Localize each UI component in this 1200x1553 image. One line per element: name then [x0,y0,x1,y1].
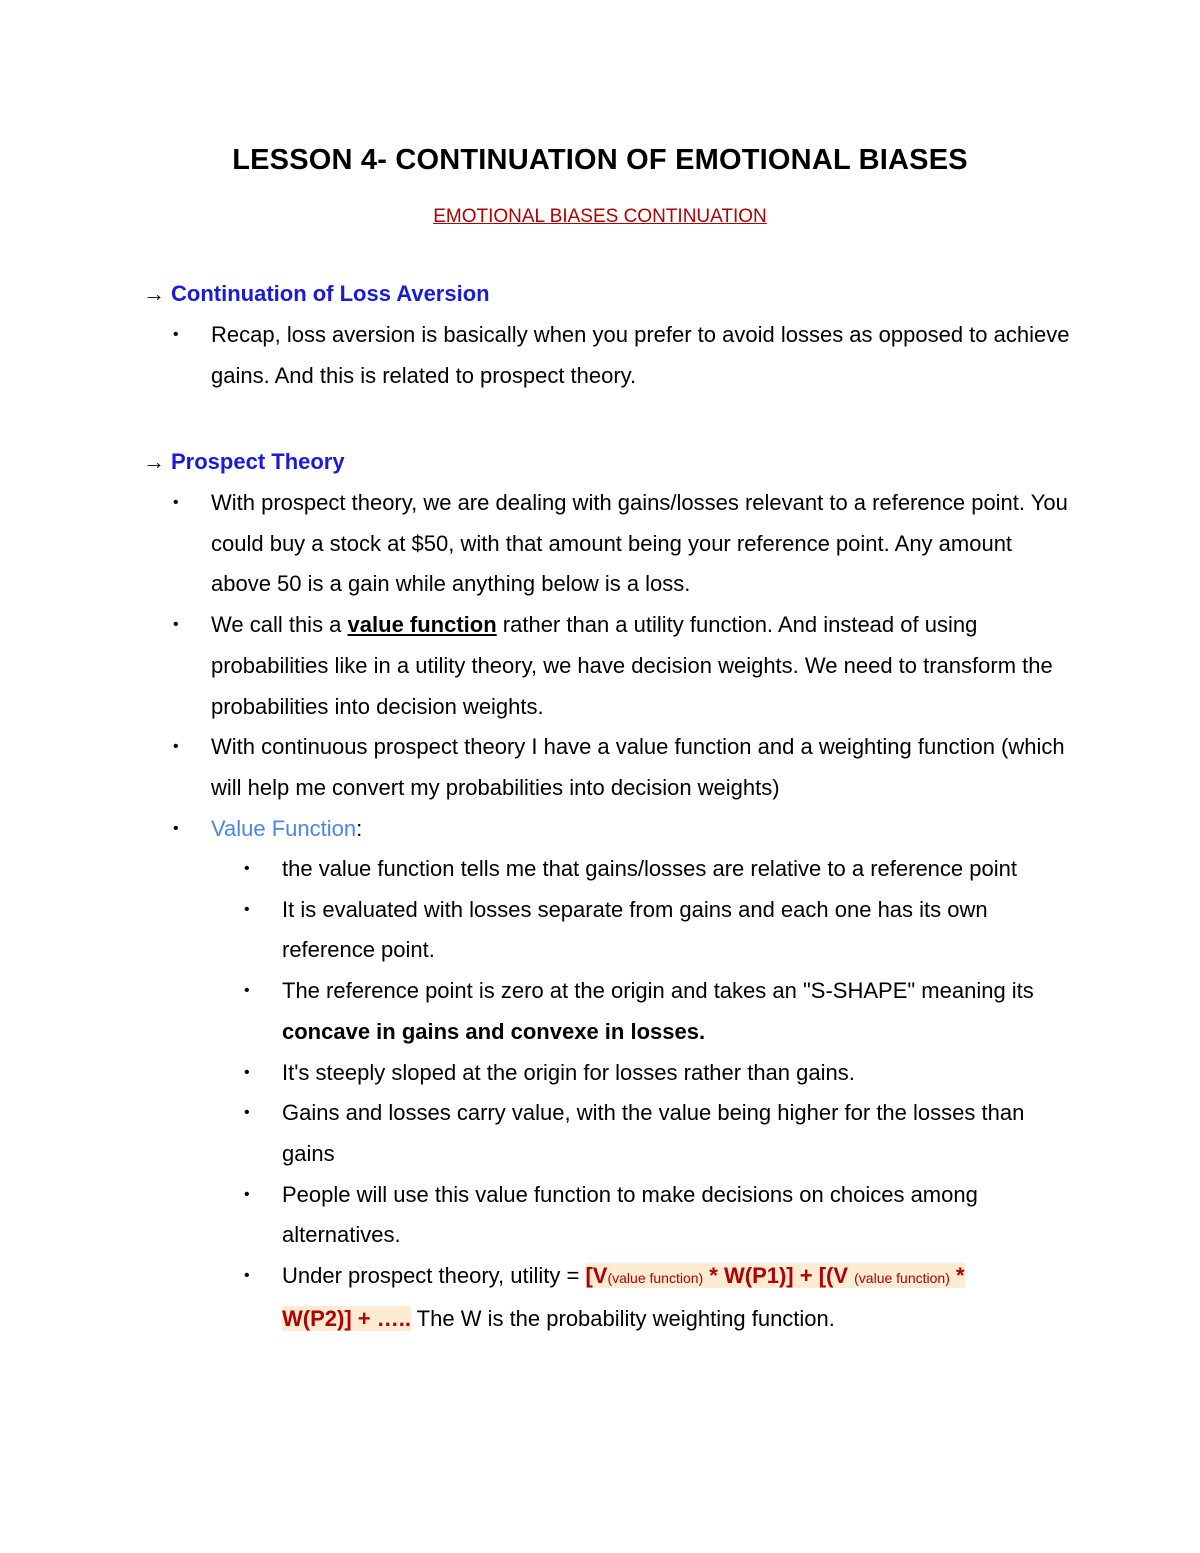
bullet-icon: • [173,494,179,511]
list-item-text: the value function tells me that gains/losses are relative to a reference point [282,856,1017,881]
list-item [173,483,1071,605]
document-title: LESSON 4- CONTINUATION OF EMOTIONAL BIASES [232,144,968,176]
value-function-label: Value Function [211,815,357,841]
list-item-text: The W is the probability weighting function. [410,1305,835,1331]
concave-convex-emphasis: concave in gains and convexe in losses. [282,1018,706,1044]
list-item-text: It is evaluated with losses separate from gains and each one has its own reference point. [282,896,988,963]
value-function-list [244,849,1072,1339]
bullet-icon: • [244,982,250,1000]
arrow-icon: → [143,449,165,474]
list-item-text: Under prospect theory, utility = [282,1263,586,1289]
arrow-icon: → [143,281,165,306]
bullet-icon: • [173,326,179,343]
list-item [244,971,1072,1052]
formula-part: [V [585,1263,608,1289]
list-item-text: Recap, loss aversion is basically when you prefer to avoid losses as opposed to achieve gains. And this is related to prospect theory. [211,322,1070,388]
list-item-text: : [356,815,363,841]
formula-subscript: (value function) [607,1270,704,1287]
list-item [244,849,1072,890]
list-item [244,1053,1072,1094]
bullet-icon: • [244,1063,250,1081]
list-item-text: With continuous prospect theory I have a value function and a weighting function (which will help me convert my probabilities into decision weights) [211,734,1065,800]
list-item [244,1256,1072,1339]
value-function-term: value function [347,612,497,638]
section-heading-loss-aversion [143,274,490,314]
list-item-text: Gains and losses carry value, with the value being higher for the losses than gains [282,1100,1025,1166]
bullet-icon: • [173,738,179,756]
list-item-text: rather than a utility function. And instead of using probabilities like in a utility theory, we have decision weights. We need to transform the probabilities into decision weights. [211,612,1053,719]
formula-part: W(P2)] + ….. [282,1305,411,1331]
document-subtitle: EMOTIONAL BIASES CONTINUATION [433,206,767,227]
formula-part: * W(P1)] + [(V [703,1263,855,1289]
list-item [244,890,1072,971]
list-item-text: People will use this value function to make decisions on choices among alternatives. [282,1181,978,1248]
list-item-text: With prospect theory, we are dealing with gains/losses relevant to a reference point. You could buy a stock at $50, with that amount being your reference point. Any amount above 50 is a gain while anything below is a loss. [211,490,1068,597]
section-heading-prospect-theory [143,442,345,482]
list-item [173,809,1071,850]
list-item [173,315,1071,396]
formula-part: * [949,1263,965,1289]
list-item [244,1093,1072,1174]
section-heading-text: Prospect Theory [171,449,345,474]
loss-aversion-list [173,315,1071,396]
bullet-icon: • [173,819,179,837]
list-item-text: It's steeply sloped at the origin for losses rather than gains. [282,1059,855,1085]
bullet-icon: • [244,900,250,918]
bullet-icon: • [244,1185,250,1203]
list-item [173,727,1071,808]
list-item [244,1175,1072,1256]
bullet-icon: • [244,1104,250,1122]
list-item-text: We call this a [211,612,348,638]
bullet-icon: • [244,1267,250,1285]
section-heading-text: Continuation of Loss Aversion [171,281,490,306]
list-item [173,605,1071,727]
bullet-icon: • [244,860,250,877]
prospect-theory-list [173,483,1071,849]
bullet-icon: • [173,616,179,634]
formula-subscript: (value function) [854,1270,950,1287]
list-item-text: The reference point is zero at the origin and takes an "S-SHAPE" meaning its [282,978,1034,1004]
